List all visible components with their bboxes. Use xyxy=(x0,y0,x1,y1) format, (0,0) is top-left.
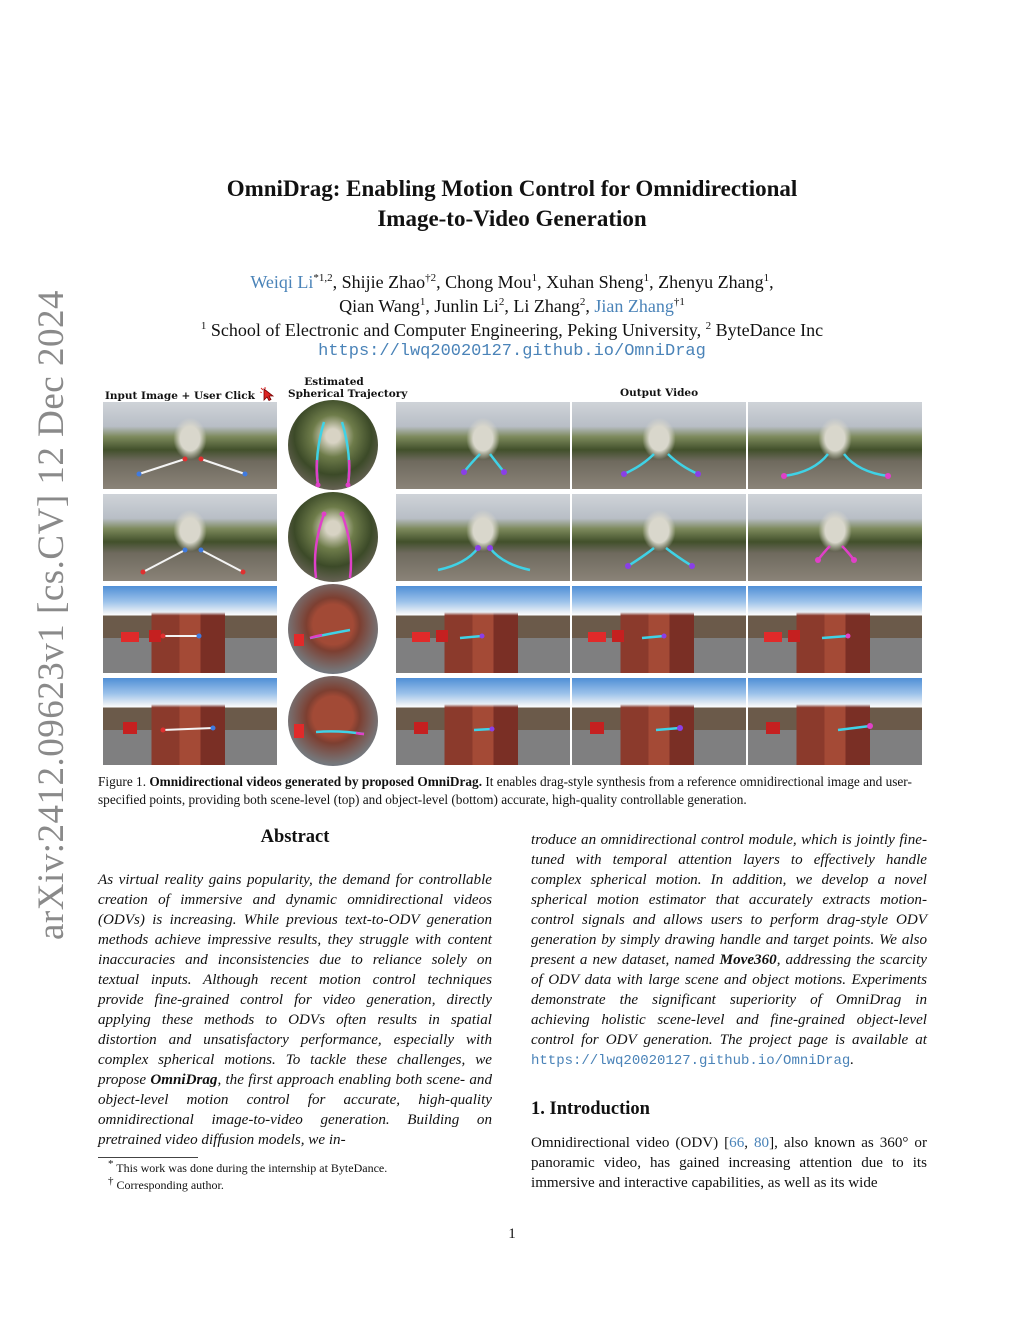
author-sup: 1 xyxy=(643,272,650,284)
citation-link-66[interactable]: 66 xyxy=(729,1135,745,1151)
arxiv-identifier-stamp: arXiv:2412.09623v1 [cs.CV] 12 Dec 2024 xyxy=(31,290,72,940)
author-sup: 2 xyxy=(579,296,586,308)
author-sup: †2 xyxy=(425,272,437,284)
abstract-text-end: , the first approach enabling both scene- and object-level motion control for accurate, high-quality omnidirectional image-to-video generation. Building on pretrained video diffusion models, we in- xyxy=(98,1072,492,1148)
figure-label-output: Output Video xyxy=(620,387,699,399)
page-number: 1 xyxy=(508,1226,516,1242)
output-frame-row-1-c xyxy=(748,402,922,489)
author-sup: 1 xyxy=(419,296,426,308)
introduction-heading: 1. Introduction xyxy=(531,1099,650,1119)
output-frame-row-2-a xyxy=(396,494,570,581)
figure-caption-text: It enables drag-style synthesis from a reference omnidirectional image and user-specified points, providing both scene-level (top) and object-level (bottom) accurate, high-quality controllable generation. xyxy=(98,774,912,807)
figure-caption-bold: Omnidirectional videos generated by proposed OmniDrag. xyxy=(149,774,483,789)
output-frame-row-4-b xyxy=(572,678,746,765)
footnote-1 xyxy=(108,1160,387,1176)
author-line-1 xyxy=(112,270,912,294)
footnote-mark: † xyxy=(108,1175,114,1187)
citation-link-80[interactable]: 80 xyxy=(754,1135,770,1151)
intro-text: Omnidirectional video (ODV) [ xyxy=(531,1135,730,1151)
footnote-2 xyxy=(108,1177,224,1193)
footnote-text: Corresponding author. xyxy=(113,1178,224,1192)
author-separator: , xyxy=(585,296,595,316)
intro-citation-separator: , xyxy=(744,1135,754,1151)
trajectory-sphere-row-2 xyxy=(288,492,378,582)
author-name: Qian Wang xyxy=(339,296,420,316)
output-frame-row-3-c xyxy=(748,586,922,673)
author-sup: 1 xyxy=(531,272,538,284)
output-frame-row-3-b xyxy=(572,586,746,673)
introduction-paragraph xyxy=(531,1133,927,1193)
author-link-jian-zhang[interactable]: Jian Zhang xyxy=(594,296,674,316)
figure-caption xyxy=(98,773,928,809)
output-frame-row-1-a xyxy=(396,402,570,489)
abstract-paragraph xyxy=(98,870,492,1150)
output-frame-row-2-c xyxy=(748,494,922,581)
author-name: , Shijie Zhao xyxy=(332,272,426,292)
figure-label-trajectory xyxy=(288,376,408,400)
footnote-mark: * xyxy=(108,1158,114,1170)
affiliations xyxy=(112,318,912,342)
abstract-continuation xyxy=(531,830,927,1071)
trajectory-sphere-row-1 xyxy=(288,400,378,490)
abstract-cont-text: troduce an omnidirectional control module, which is jointly fine-tuned with temporal attention layers to effectively handle complex spherical motion. In addition, we develop a novel spherical motion estimator that accurately extracts motion-control signals and allows users to perform drag-style ODV generation by simply drawing handle and target points. We also present a new dataset, named xyxy=(531,832,927,968)
output-frame-row-3-a xyxy=(396,586,570,673)
author-line-2 xyxy=(112,294,912,318)
author-link-weiqi-li[interactable]: Weiqi Li xyxy=(250,272,314,292)
input-image-row-3 xyxy=(103,586,277,673)
input-image-row-2 xyxy=(103,494,277,581)
affiliation-text: ByteDance Inc xyxy=(711,320,824,340)
intro-text-cont: ], also known as 360° or panoramic video, has gained increasing attention due to its immersive and interactive capabilities, as well as its wide xyxy=(531,1135,927,1191)
affiliation-sup: 1 xyxy=(200,320,207,332)
output-frame-row-1-b xyxy=(572,402,746,489)
output-frame-row-4-a xyxy=(396,678,570,765)
author-name: , Li Zhang xyxy=(504,296,580,316)
trajectory-sphere-row-4 xyxy=(288,676,378,766)
input-image-row-1 xyxy=(103,402,277,489)
author-name: , Chong Mou xyxy=(436,272,532,292)
author-separator: , xyxy=(769,272,774,292)
author-sup: †1 xyxy=(673,296,685,308)
author-name: , Xuhan Sheng xyxy=(537,272,644,292)
affiliation-text: School of Electronic and Computer Engineering, Peking University, xyxy=(206,320,706,340)
author-name: , Zhenyu Zhang xyxy=(649,272,764,292)
abstract-dataset-name: Move360 xyxy=(719,952,777,968)
abstract-method-name: OmniDrag xyxy=(150,1072,218,1088)
output-frame-row-2-b xyxy=(572,494,746,581)
author-name: , Junlin Li xyxy=(425,296,499,316)
abstract-cont-text-mid: , addressing the scarcity of ODV data with large scene and object motions. Experiments demonstrate the significant superiority of OmniDrag in achieving holistic scene-level and fine-grained object-level control for ODV generation. The project page is available at xyxy=(531,952,927,1048)
figure-label-trajectory-line2: Spherical Trajectory xyxy=(288,388,408,400)
author-sup: 1 xyxy=(763,272,770,284)
input-image-row-4 xyxy=(103,678,277,765)
abstract-text: As virtual reality gains popularity, the demand for controllable creation of immersive and dynamic omnidirectional videos (ODVs) is increasing. While previous text-to-ODV generation methods achieve impressive results, they struggle with content inaccuracies and inconsistencies due to reliance solely on textual inputs. Although recent motion control techniques provide fine-grained control for video generation, directly applying these methods to ODVs often results in spatial distortion and unsatisfactory performance, especially with complex spherical motions. To tackle these challenges, we propose xyxy=(98,872,492,1088)
author-sup: *1,2 xyxy=(313,272,333,284)
abstract-cont-text-end: . xyxy=(850,1052,855,1068)
paper-title-line-1: OmniDrag: Enabling Motion Control for Omnidirectional xyxy=(226,176,798,201)
project-url-link[interactable]: https://lwq20020127.github.io/OmniDrag xyxy=(318,342,706,361)
paper-title-line-2: Image-to-Video Generation xyxy=(377,206,647,231)
affiliation-sup: 2 xyxy=(705,320,712,332)
output-frame-row-4-c xyxy=(748,678,922,765)
abstract-project-link[interactable]: https://lwq20020127.github.io/OmniDrag xyxy=(531,1053,851,1069)
figure-caption-prefix: Figure 1. xyxy=(98,774,150,789)
figure-label-trajectory-line1: Estimated xyxy=(304,376,364,388)
abstract-heading: Abstract xyxy=(260,827,330,847)
author-sup: 2 xyxy=(498,296,505,308)
footnote-text: This work was done during the internship at ByteDance. xyxy=(113,1161,388,1175)
trajectory-sphere-row-3 xyxy=(288,584,378,674)
figure-label-input-text: Input Image + User Click xyxy=(105,390,255,402)
